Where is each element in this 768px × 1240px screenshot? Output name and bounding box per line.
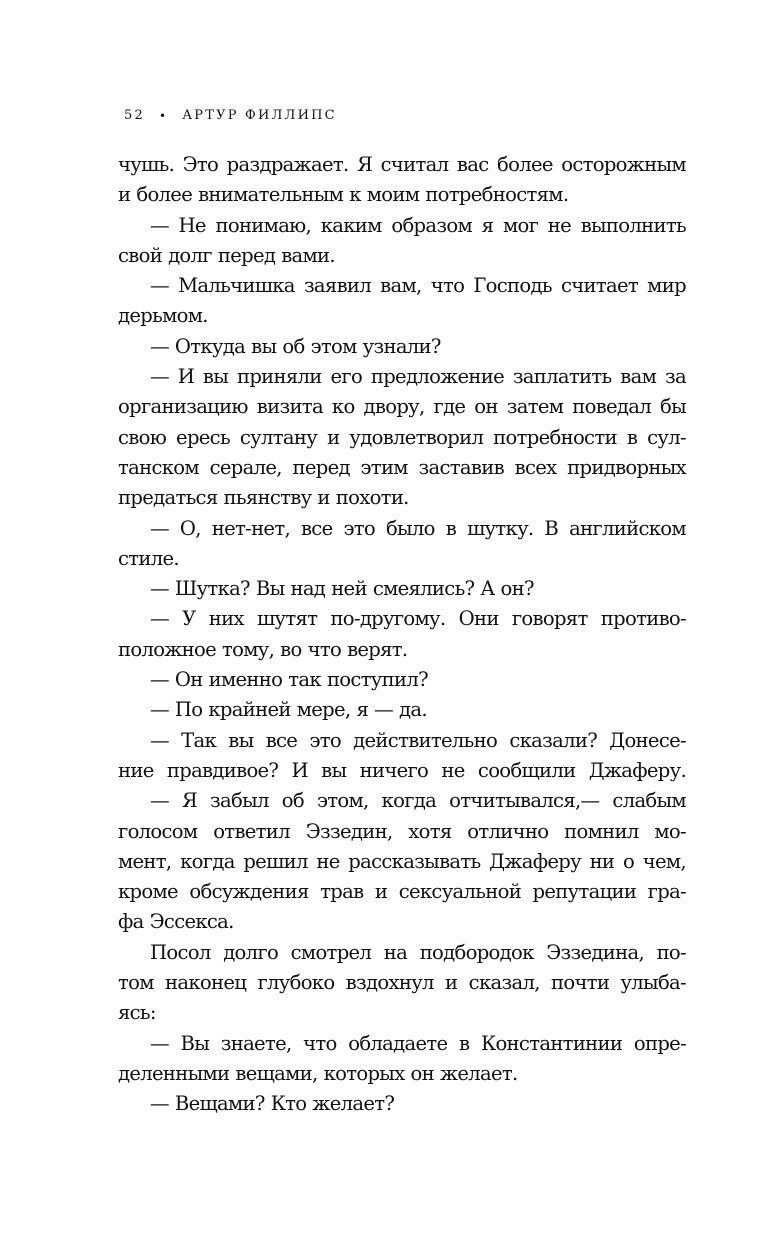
word: не xyxy=(441,758,465,782)
word: деленными xyxy=(118,1061,230,1085)
word: Вещами? xyxy=(174,1092,265,1116)
text-line xyxy=(118,453,686,483)
text-line xyxy=(118,1059,686,1089)
word: И xyxy=(177,365,195,389)
word: чушь. xyxy=(118,153,175,176)
word: репутации xyxy=(532,880,637,904)
word: вздохнул xyxy=(345,971,434,995)
word: помнил xyxy=(564,819,639,843)
word: в xyxy=(459,1031,470,1055)
word: правдивое? xyxy=(166,758,279,782)
text-line xyxy=(118,877,686,907)
word: мо- xyxy=(654,819,686,843)
word: — xyxy=(150,607,169,631)
text-line xyxy=(118,998,686,1028)
word: говорят xyxy=(511,607,588,631)
text-line xyxy=(118,301,686,331)
text-line xyxy=(118,695,686,725)
word: и xyxy=(327,425,340,449)
word: трав xyxy=(320,880,364,904)
word: гра- xyxy=(647,880,686,904)
word: поступил? xyxy=(326,668,428,692)
word: вы xyxy=(251,334,277,358)
word: ней xyxy=(331,577,367,601)
running-head xyxy=(124,108,337,123)
word: вас xyxy=(456,153,489,176)
word: Вы xyxy=(255,577,285,601)
word: именно xyxy=(208,668,283,692)
word: — xyxy=(150,789,169,813)
word: пьянству xyxy=(223,486,312,510)
word: к xyxy=(349,183,361,207)
word: Эззедин, xyxy=(305,819,393,843)
word: вещами, xyxy=(235,1061,318,1085)
word: наконец xyxy=(165,971,247,995)
word: знаете, xyxy=(220,1031,292,1055)
word: чем, xyxy=(642,849,686,873)
word: этом, xyxy=(316,789,369,813)
word: сказали? xyxy=(509,728,598,752)
header-separator: • xyxy=(158,108,169,123)
word: когда xyxy=(180,849,235,873)
word: сексуальной xyxy=(398,880,522,904)
word: считал xyxy=(380,153,449,176)
word: предложение xyxy=(370,365,504,389)
text-line xyxy=(118,211,686,241)
word: том xyxy=(118,971,154,995)
word: об xyxy=(282,334,305,358)
word: Господь xyxy=(473,274,552,298)
word: узнали? xyxy=(362,334,441,358)
word: это xyxy=(309,728,341,752)
text-line xyxy=(118,604,686,634)
word: Джаферу. xyxy=(588,758,686,782)
word: долго xyxy=(223,940,279,964)
word: Кто xyxy=(270,1092,307,1116)
word: улыба- xyxy=(620,971,686,995)
word: в xyxy=(626,425,638,449)
word: и xyxy=(445,971,458,995)
word: Посол xyxy=(150,940,211,964)
word: на xyxy=(383,940,408,964)
word: отчитывался,— xyxy=(449,789,600,813)
word: смотрел xyxy=(290,940,372,964)
word: так xyxy=(288,668,321,692)
word: серале, xyxy=(209,455,282,479)
word: кроме xyxy=(118,880,178,904)
word: это xyxy=(343,516,375,540)
word: вы xyxy=(228,728,254,752)
word: организацию xyxy=(118,395,248,419)
word: заставив xyxy=(418,455,504,479)
word: я xyxy=(481,213,494,237)
word: сул- xyxy=(647,425,686,449)
text-line xyxy=(118,786,686,816)
text-line xyxy=(118,938,686,968)
word: султану xyxy=(239,425,318,449)
word: мог xyxy=(502,213,539,237)
text-line xyxy=(118,150,686,180)
text-line xyxy=(118,635,686,665)
word: за xyxy=(664,365,686,389)
word: что xyxy=(307,637,342,661)
word: хотя xyxy=(408,819,452,843)
word: этим xyxy=(360,455,408,479)
word: поведал xyxy=(572,395,652,419)
word: мир xyxy=(647,274,686,298)
text-line xyxy=(118,756,686,786)
word: все xyxy=(300,516,333,540)
word: — xyxy=(150,577,169,601)
word: Он xyxy=(174,668,203,692)
text-line xyxy=(118,241,686,271)
word: положное xyxy=(118,637,216,661)
word: визита xyxy=(256,395,323,419)
word: о xyxy=(622,849,635,873)
word: об xyxy=(281,789,304,813)
word: — xyxy=(150,516,169,540)
word: — xyxy=(150,334,169,358)
word: приняли xyxy=(236,365,322,389)
word: Эззедина, xyxy=(546,940,644,964)
word: голосом xyxy=(118,819,198,843)
word: — xyxy=(150,1092,169,1116)
word: все xyxy=(265,728,298,752)
word: я xyxy=(356,698,369,722)
word: образом xyxy=(391,213,472,237)
word: перед xyxy=(292,455,350,479)
text-line xyxy=(118,907,686,937)
word: обладаете xyxy=(348,1031,448,1055)
word: ясь: xyxy=(118,1001,156,1025)
word: мере, xyxy=(296,698,351,722)
word: вам xyxy=(620,365,657,389)
word: слабым xyxy=(612,789,686,813)
text-line xyxy=(118,271,686,301)
word: да. xyxy=(399,698,427,722)
word: во xyxy=(280,637,302,661)
text-line xyxy=(118,1089,686,1119)
word: в xyxy=(445,516,457,540)
word: ответил xyxy=(213,819,290,843)
word: желает. xyxy=(440,1061,518,1085)
word: перед xyxy=(217,243,276,267)
word: мент, xyxy=(118,849,172,873)
word: Джаферу xyxy=(489,849,581,873)
text-line xyxy=(118,817,686,847)
word: и xyxy=(118,183,131,207)
text-line xyxy=(118,726,686,756)
word: вы xyxy=(202,365,229,389)
word: свой xyxy=(118,243,163,267)
word: ничего xyxy=(359,758,429,782)
word: обсуждения xyxy=(189,880,309,904)
text-line xyxy=(118,362,686,392)
word: потребностям. xyxy=(425,183,569,207)
word: Откуда xyxy=(174,334,246,358)
word: английском xyxy=(569,516,686,540)
word: глубоко xyxy=(257,971,335,995)
word: он xyxy=(474,395,498,419)
word: Константинии xyxy=(481,1031,623,1055)
word: противо- xyxy=(600,607,686,631)
word: Не xyxy=(178,213,206,237)
word: Донесе- xyxy=(609,728,686,752)
word: — xyxy=(150,274,169,298)
word: удовлетворил xyxy=(349,425,484,449)
word: его xyxy=(330,365,363,389)
word: — xyxy=(150,1031,169,1055)
word: не xyxy=(316,849,340,873)
word: О, xyxy=(179,516,201,540)
word: Эссекса. xyxy=(149,910,234,934)
word: смеялись? xyxy=(372,577,475,601)
word: По xyxy=(174,698,203,722)
word: Они xyxy=(458,607,499,631)
word: тому, xyxy=(221,637,275,661)
word: моим xyxy=(366,183,420,207)
word: Это xyxy=(182,153,219,176)
text-line xyxy=(118,574,686,604)
word: каким xyxy=(320,213,382,237)
word: было xyxy=(385,516,435,540)
author-name: АРТУР ФИЛЛИПС xyxy=(182,108,337,123)
word: фа xyxy=(118,910,144,934)
word: над xyxy=(290,577,326,601)
word: — xyxy=(374,698,394,722)
word: которых xyxy=(323,1061,405,1085)
word: ни xyxy=(589,849,615,873)
word: рассказывать xyxy=(348,849,481,873)
text-line xyxy=(118,847,686,877)
body-text xyxy=(118,150,686,1120)
word: дерьмом. xyxy=(118,304,208,328)
word: бы xyxy=(660,395,686,419)
text-line xyxy=(118,332,686,362)
word: стиле. xyxy=(118,546,179,570)
word: и xyxy=(374,880,388,904)
word: А xyxy=(480,577,495,601)
word: И xyxy=(291,758,308,782)
word: предаться xyxy=(118,486,218,510)
word: забыл xyxy=(210,789,269,813)
word: сообщили xyxy=(477,758,576,782)
word: заплатить xyxy=(512,365,612,389)
word: осторожным xyxy=(561,153,686,176)
word: — xyxy=(150,668,169,692)
word: танском xyxy=(118,455,199,479)
word: отлично xyxy=(467,819,549,843)
text-line xyxy=(118,665,686,695)
word: Мальчишка xyxy=(178,274,295,298)
word: почти xyxy=(550,971,610,995)
word: шутку. xyxy=(467,516,534,540)
text-line xyxy=(118,514,686,544)
word: Я xyxy=(357,153,373,176)
word: он? xyxy=(500,577,534,601)
word: — xyxy=(150,728,169,752)
word: затем xyxy=(506,395,564,419)
word: Я xyxy=(181,789,198,813)
word: что xyxy=(430,274,465,298)
text-line xyxy=(118,483,686,513)
word: и xyxy=(317,486,330,510)
text-line xyxy=(118,392,686,422)
word: опре- xyxy=(633,1031,686,1055)
word: он xyxy=(410,1061,435,1085)
word: — xyxy=(150,698,169,722)
word: желает? xyxy=(312,1092,395,1116)
word: внимательным xyxy=(198,183,344,207)
word: нет-нет, xyxy=(211,516,290,540)
page-number: 52 xyxy=(124,108,145,123)
word: двору, xyxy=(363,395,425,419)
word: не xyxy=(547,213,572,237)
text-line xyxy=(118,1029,686,1059)
word: раздражает. xyxy=(226,153,349,176)
word: этом xyxy=(310,334,357,358)
word: вами. xyxy=(281,243,335,267)
text-line xyxy=(118,423,686,453)
word: ко xyxy=(331,395,355,419)
word: — xyxy=(150,213,169,237)
word: вам, xyxy=(380,274,422,298)
word: долг xyxy=(168,243,212,267)
word: свою xyxy=(118,425,167,449)
word: когда xyxy=(381,789,437,813)
word: ние xyxy=(118,758,154,782)
word: подбородок xyxy=(419,940,534,964)
word: считает xyxy=(560,274,639,298)
word: шутят xyxy=(256,607,318,631)
word: что xyxy=(303,1031,337,1055)
text-line xyxy=(118,968,686,998)
word: где xyxy=(433,395,466,419)
word: — xyxy=(150,365,169,389)
word: по-другому. xyxy=(330,607,446,631)
word: действительно xyxy=(353,728,498,752)
word: сказал, xyxy=(468,971,540,995)
word: В xyxy=(544,516,559,540)
word: выполнить xyxy=(580,213,686,237)
word: более xyxy=(497,153,553,176)
word: по- xyxy=(656,940,686,964)
word: решил xyxy=(243,849,308,873)
word: заявил xyxy=(303,274,372,298)
word: всех xyxy=(514,455,557,479)
word: вы xyxy=(321,758,347,782)
word: более xyxy=(136,183,193,207)
word: Так xyxy=(181,728,217,752)
word: придворных xyxy=(567,455,686,479)
word: потребности xyxy=(493,425,617,449)
text-line xyxy=(118,544,686,574)
word: них xyxy=(208,607,244,631)
word: верят. xyxy=(347,637,408,661)
text-line xyxy=(118,180,686,210)
word: Шутка? xyxy=(174,577,250,601)
word: понимаю, xyxy=(215,213,312,237)
word: похоти. xyxy=(335,486,409,510)
word: крайней xyxy=(208,698,291,722)
word: ересь xyxy=(176,425,230,449)
word: У xyxy=(182,607,196,631)
word: Вы xyxy=(180,1031,210,1055)
